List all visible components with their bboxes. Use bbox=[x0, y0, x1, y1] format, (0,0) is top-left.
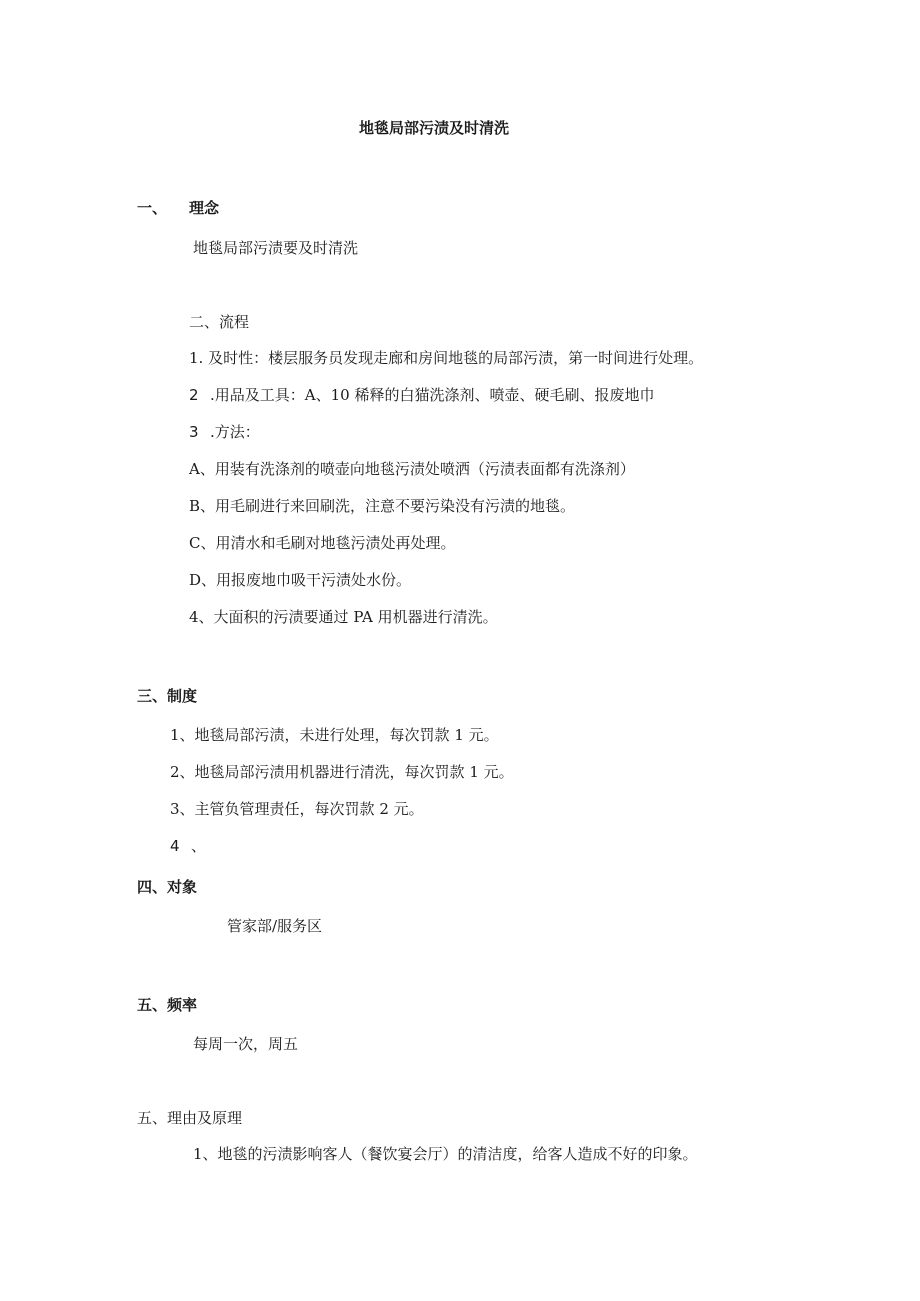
rule-item-4-number: 4 bbox=[170, 837, 180, 855]
rule-item-4-mark: 、 bbox=[191, 837, 207, 855]
method-step-d: D、用报废地巾吸干污渍处水份。 bbox=[189, 571, 412, 589]
process-item-3-number: 3 bbox=[189, 423, 199, 441]
section-5-heading: 五、频率 bbox=[137, 996, 198, 1014]
method-step-c: C、用清水和毛刷对地毯污渍处再处理。 bbox=[189, 534, 456, 552]
section-2-heading: 二、流程 bbox=[189, 313, 250, 331]
process-item-4: 4、大面积的污渍要通过 PA 用机器进行清洗。 bbox=[189, 608, 498, 626]
section-1-body: 地毯局部污渍要及时清洗 bbox=[193, 239, 359, 257]
process-item-3: .方法： bbox=[210, 423, 260, 441]
process-item-2: .用品及工具：A、10 稀释的白猫洗涤剂、喷壶、硬毛刷、报废地巾 bbox=[210, 386, 655, 404]
method-step-b: B、用毛刷进行来回刷洗，注意不要污染没有污渍的地毯。 bbox=[189, 497, 576, 515]
rule-item-2: 2、地毯局部污渍用机器进行清洗，每次罚款 1 元。 bbox=[170, 763, 514, 781]
section-6-heading: 五、理由及原理 bbox=[137, 1109, 243, 1127]
section-1-heading: 理念 bbox=[189, 199, 220, 217]
process-item-2-number: 2 bbox=[189, 386, 199, 404]
method-step-a: A、用装有洗涤剂的喷壶向地毯污渍处喷洒（污渍表面都有洗涤剂） bbox=[189, 460, 635, 478]
reason-item-1: 1、地毯的污渍影响客人（餐饮宴会厅）的清洁度，给客人造成不好的印象。 bbox=[193, 1145, 698, 1163]
rule-item-3: 3、主管负管理责任，每次罚款 2 元。 bbox=[170, 800, 424, 818]
section-5-body: 每周一次，周五 bbox=[193, 1035, 299, 1053]
section-3-heading: 三、制度 bbox=[137, 687, 198, 705]
section-4-body: 管家部/服务区 bbox=[227, 917, 323, 935]
section-1-number: 一、 bbox=[137, 199, 168, 217]
section-4-heading: 四、对象 bbox=[137, 878, 198, 896]
process-item-1: 1. 及时性：楼层服务员发现走廊和房间地毯的局部污渍，第一时间进行处理。 bbox=[189, 349, 704, 367]
rule-item-1: 1、地毯局部污渍，未进行处理，每次罚款 1 元。 bbox=[170, 726, 499, 744]
document-title: 地毯局部污渍及时清洗 bbox=[359, 119, 510, 137]
